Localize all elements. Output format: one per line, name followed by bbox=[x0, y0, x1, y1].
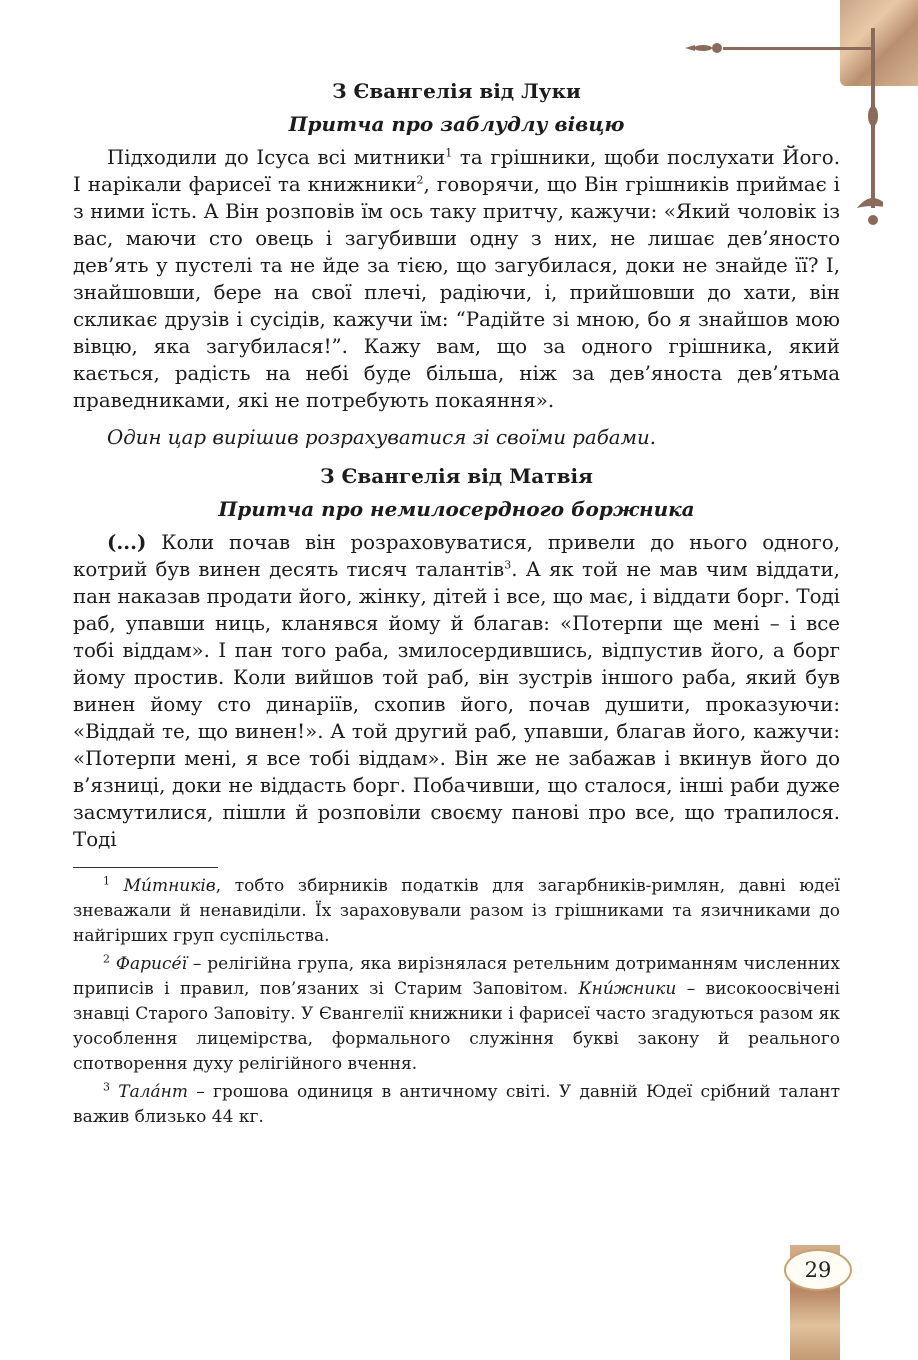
text-run: . А як той не мав чим віддати, пан наказав продати його, жінку, дітей і все, що має, і віддати борг. Тоді раб, упавши ниць, кланявся йому й благав: «Потерпи ще мені – і все тобі віддам». І пан того раба, змилосердившись, відпустив його, а борг йому простив. Коли вийшов той раб, він зустрів іншого раба, який був винен йому сто динаріїв, схопив його, почав душити, проказуючи: «Віддай те, що винен!». А той другий раб, упавши, благав його, кажучи: «Потерпи мені, я все тобі віддам». Він же не забажав і вкинув його до в’язниці, доки не віддасть борг. Побачивши, що сталося, інші раби дуже засмутилися, пішли й розповіли своєму панові про все, що трапилося. Тоді bbox=[73, 558, 840, 851]
parable-title-lost-sheep: Притча про заблудлу вівцю bbox=[288, 112, 625, 136]
text-run: , говорячи, що Він грішників приймає і з ними їсть. А Він розповів їм ось таку притчу, кажучи: «Який чоловік із вас, маючи сто овець і загубивши одну з них, не лишає дев’яносто дев’ять у пустелі та не йде за тією, що загубилася, доки не знайде її? І, знайшовши, бере на свої плечі, радіючи, і, прийшовши до хати, він скликає друзів і сусідів, кажучи їм: “Радійте зі мною, бо я знайшов мою вівцю, яка загубилася!”. Кажу вам, що за одного грішника, який кається, радість на небі буде більша, ніж за дев’яноста дев’ятьма праведниками, які не потребують покаяння». bbox=[73, 173, 840, 412]
footnote-1 bbox=[73, 874, 840, 949]
footnote-number: 2 bbox=[103, 952, 110, 966]
text-run: та грішники, щоби послухати Його. І нарікали фарисеї та книжники bbox=[73, 146, 840, 196]
section-heading-matthew: З Євангелія від Матвія bbox=[320, 464, 593, 488]
footnote-text: – високоосвічені знавці Старого Заповіту. У Євангелії книжники і фарисеї часто згадуються разом як уособлення лицемірства, формального служіння букві закону й реального спотворення духу релігійного вчення. bbox=[73, 979, 840, 1074]
text-run: Підходили до Ісуса всі митники bbox=[107, 146, 446, 169]
footnote-3 bbox=[73, 1080, 840, 1130]
parable-text-unmerciful-debtor bbox=[73, 529, 840, 853]
footnote-text: – релігійна група, яка вирізнялася ретельним дотриманням численних приписів і правил, пов’язаних зі Старим Заповітом. bbox=[73, 954, 841, 999]
footnote-divider bbox=[73, 867, 218, 868]
footnote-term: Тала́нт bbox=[118, 1082, 189, 1102]
footnote-term: Кни́жники bbox=[578, 979, 677, 999]
footnote-ref-2: 2 bbox=[416, 173, 424, 187]
section-heading-luke: З Євангелія від Луки bbox=[332, 79, 581, 103]
footnote-ref-3: 3 bbox=[504, 558, 512, 572]
page-number: 29 bbox=[784, 1249, 852, 1291]
footnote-2 bbox=[73, 952, 840, 1077]
text-run: Коли почав він розраховуватися, привели до нього одного, котрий був винен десять тисяч талантів bbox=[73, 531, 840, 581]
footnote-text: – грошова одиниця в античному світі. У давній Юдеї срібний талант важив близько 44 кг. bbox=[73, 1082, 840, 1127]
footnote-number: 1 bbox=[103, 874, 110, 888]
parable-text-lost-sheep bbox=[73, 144, 840, 414]
footnote-term: Ми́тників bbox=[123, 876, 216, 896]
page-content bbox=[73, 76, 840, 1133]
footnote-number: 3 bbox=[103, 1080, 110, 1094]
intro-text: Один цар вирішив розрахуватися зі своїми рабами. bbox=[107, 426, 657, 449]
ellipsis-marker: (...) bbox=[107, 530, 147, 554]
footnote-term: Фарисе́ї bbox=[115, 954, 188, 974]
parable-title-unmerciful-debtor: Притча про немилосердного боржника bbox=[218, 497, 695, 521]
footnote-ref-1: 1 bbox=[445, 146, 453, 160]
footnote-text: , тобто збирників податків для загарбників-римлян, давні юдеї зневажали й ненавиділи. Їх зараховували разом із грішниками та язичниками до найгірших груп суспільства. bbox=[73, 876, 840, 946]
